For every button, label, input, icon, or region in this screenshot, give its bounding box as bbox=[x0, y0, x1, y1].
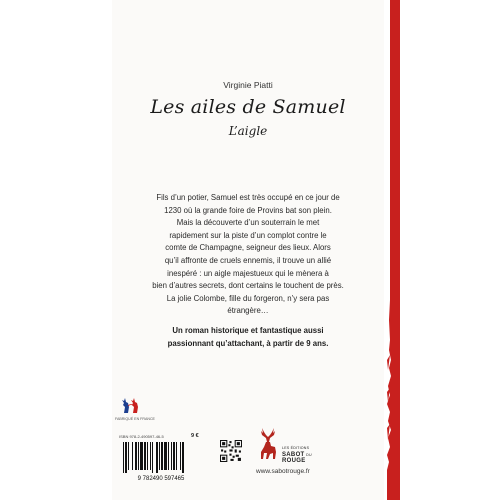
made-in-france-stags-icon bbox=[119, 396, 145, 414]
publisher-suffix: DU bbox=[306, 452, 312, 457]
red-stag-publisher-icon bbox=[256, 426, 280, 460]
barcode-bar bbox=[180, 442, 181, 470]
barcode-bar bbox=[161, 442, 163, 470]
synopsis-line: rapidement sur la piste d’un complot contre le bbox=[169, 230, 327, 240]
publisher-website: www.sabotrouge.fr bbox=[256, 468, 310, 475]
made-in-france-label: FABRIQUÉ EN FRANCE bbox=[115, 417, 155, 421]
barcode-bar bbox=[171, 442, 172, 470]
barcode-bar bbox=[168, 442, 169, 470]
barcode-bar bbox=[156, 442, 158, 473]
barcode-bar bbox=[152, 442, 153, 473]
publisher-line2: ROUGE bbox=[282, 458, 306, 465]
synopsis-line: 1230 où la grande foire de Provins bat son plein. bbox=[164, 205, 332, 215]
barcode-bar bbox=[164, 442, 167, 470]
tagline bbox=[120, 325, 376, 350]
barcode-bar bbox=[173, 442, 175, 470]
synopsis-line: Fils d’un potier, Samuel est très occupé en ce jour de bbox=[156, 193, 340, 202]
barcode-bar bbox=[125, 442, 127, 473]
synopsis-line: qu’il affronte de cruels ennemis, il trouve un allié bbox=[164, 255, 332, 265]
barcode-icon bbox=[119, 441, 203, 481]
barcode-bar bbox=[135, 442, 137, 470]
synopsis-line: bien d’autres secrets, dont certains le touchent de près. bbox=[152, 281, 344, 291]
isbn: ISBN 978-2-490597-46-5 bbox=[119, 434, 164, 439]
barcode-bar bbox=[182, 442, 184, 473]
barcode-bar bbox=[123, 442, 124, 473]
book-title: Les ailes de Samuel bbox=[150, 96, 346, 118]
synopsis-line: Mais la découverte d’un souterrain le met bbox=[176, 218, 320, 228]
qr-code-icon bbox=[220, 440, 242, 462]
barcode-bar bbox=[132, 442, 133, 470]
synopsis bbox=[120, 192, 376, 318]
synopsis-line: étrangère… bbox=[227, 306, 269, 316]
barcode-bar bbox=[159, 442, 160, 470]
barcode-bar bbox=[138, 442, 139, 470]
barcode-bar bbox=[140, 442, 143, 470]
author-name: Virginie Piatti bbox=[223, 80, 273, 90]
synopsis-line: La jolie Colombe, fille du forgeron, n’y sera pas bbox=[166, 293, 330, 303]
barcode-bar bbox=[150, 442, 151, 470]
barcode-bar bbox=[128, 442, 129, 470]
barcode-digits: 9 782490 597465 bbox=[137, 476, 185, 481]
publisher-prefix: LES ÉDITIONS bbox=[282, 446, 310, 450]
synopsis-line: comte de Champagne, seigneur des lieux. Alors bbox=[165, 243, 331, 253]
publisher-line1: SABOT bbox=[282, 451, 305, 458]
barcode-bar bbox=[176, 442, 177, 470]
red-brush-band bbox=[387, 0, 400, 500]
barcode-bar bbox=[147, 442, 148, 470]
book-subtitle: L’aigle bbox=[228, 124, 268, 138]
tagline-line: passionnant qu’attachant, à partir de 9 ans. bbox=[167, 338, 329, 348]
synopsis-line: inespéré : un aigle majestueux qui le mènera à bbox=[167, 268, 329, 278]
publisher-name bbox=[282, 445, 312, 465]
barcode-bar bbox=[144, 442, 146, 470]
price: 9 € bbox=[191, 433, 199, 439]
tagline-line: Un roman historique et fantastique aussi bbox=[172, 326, 324, 335]
